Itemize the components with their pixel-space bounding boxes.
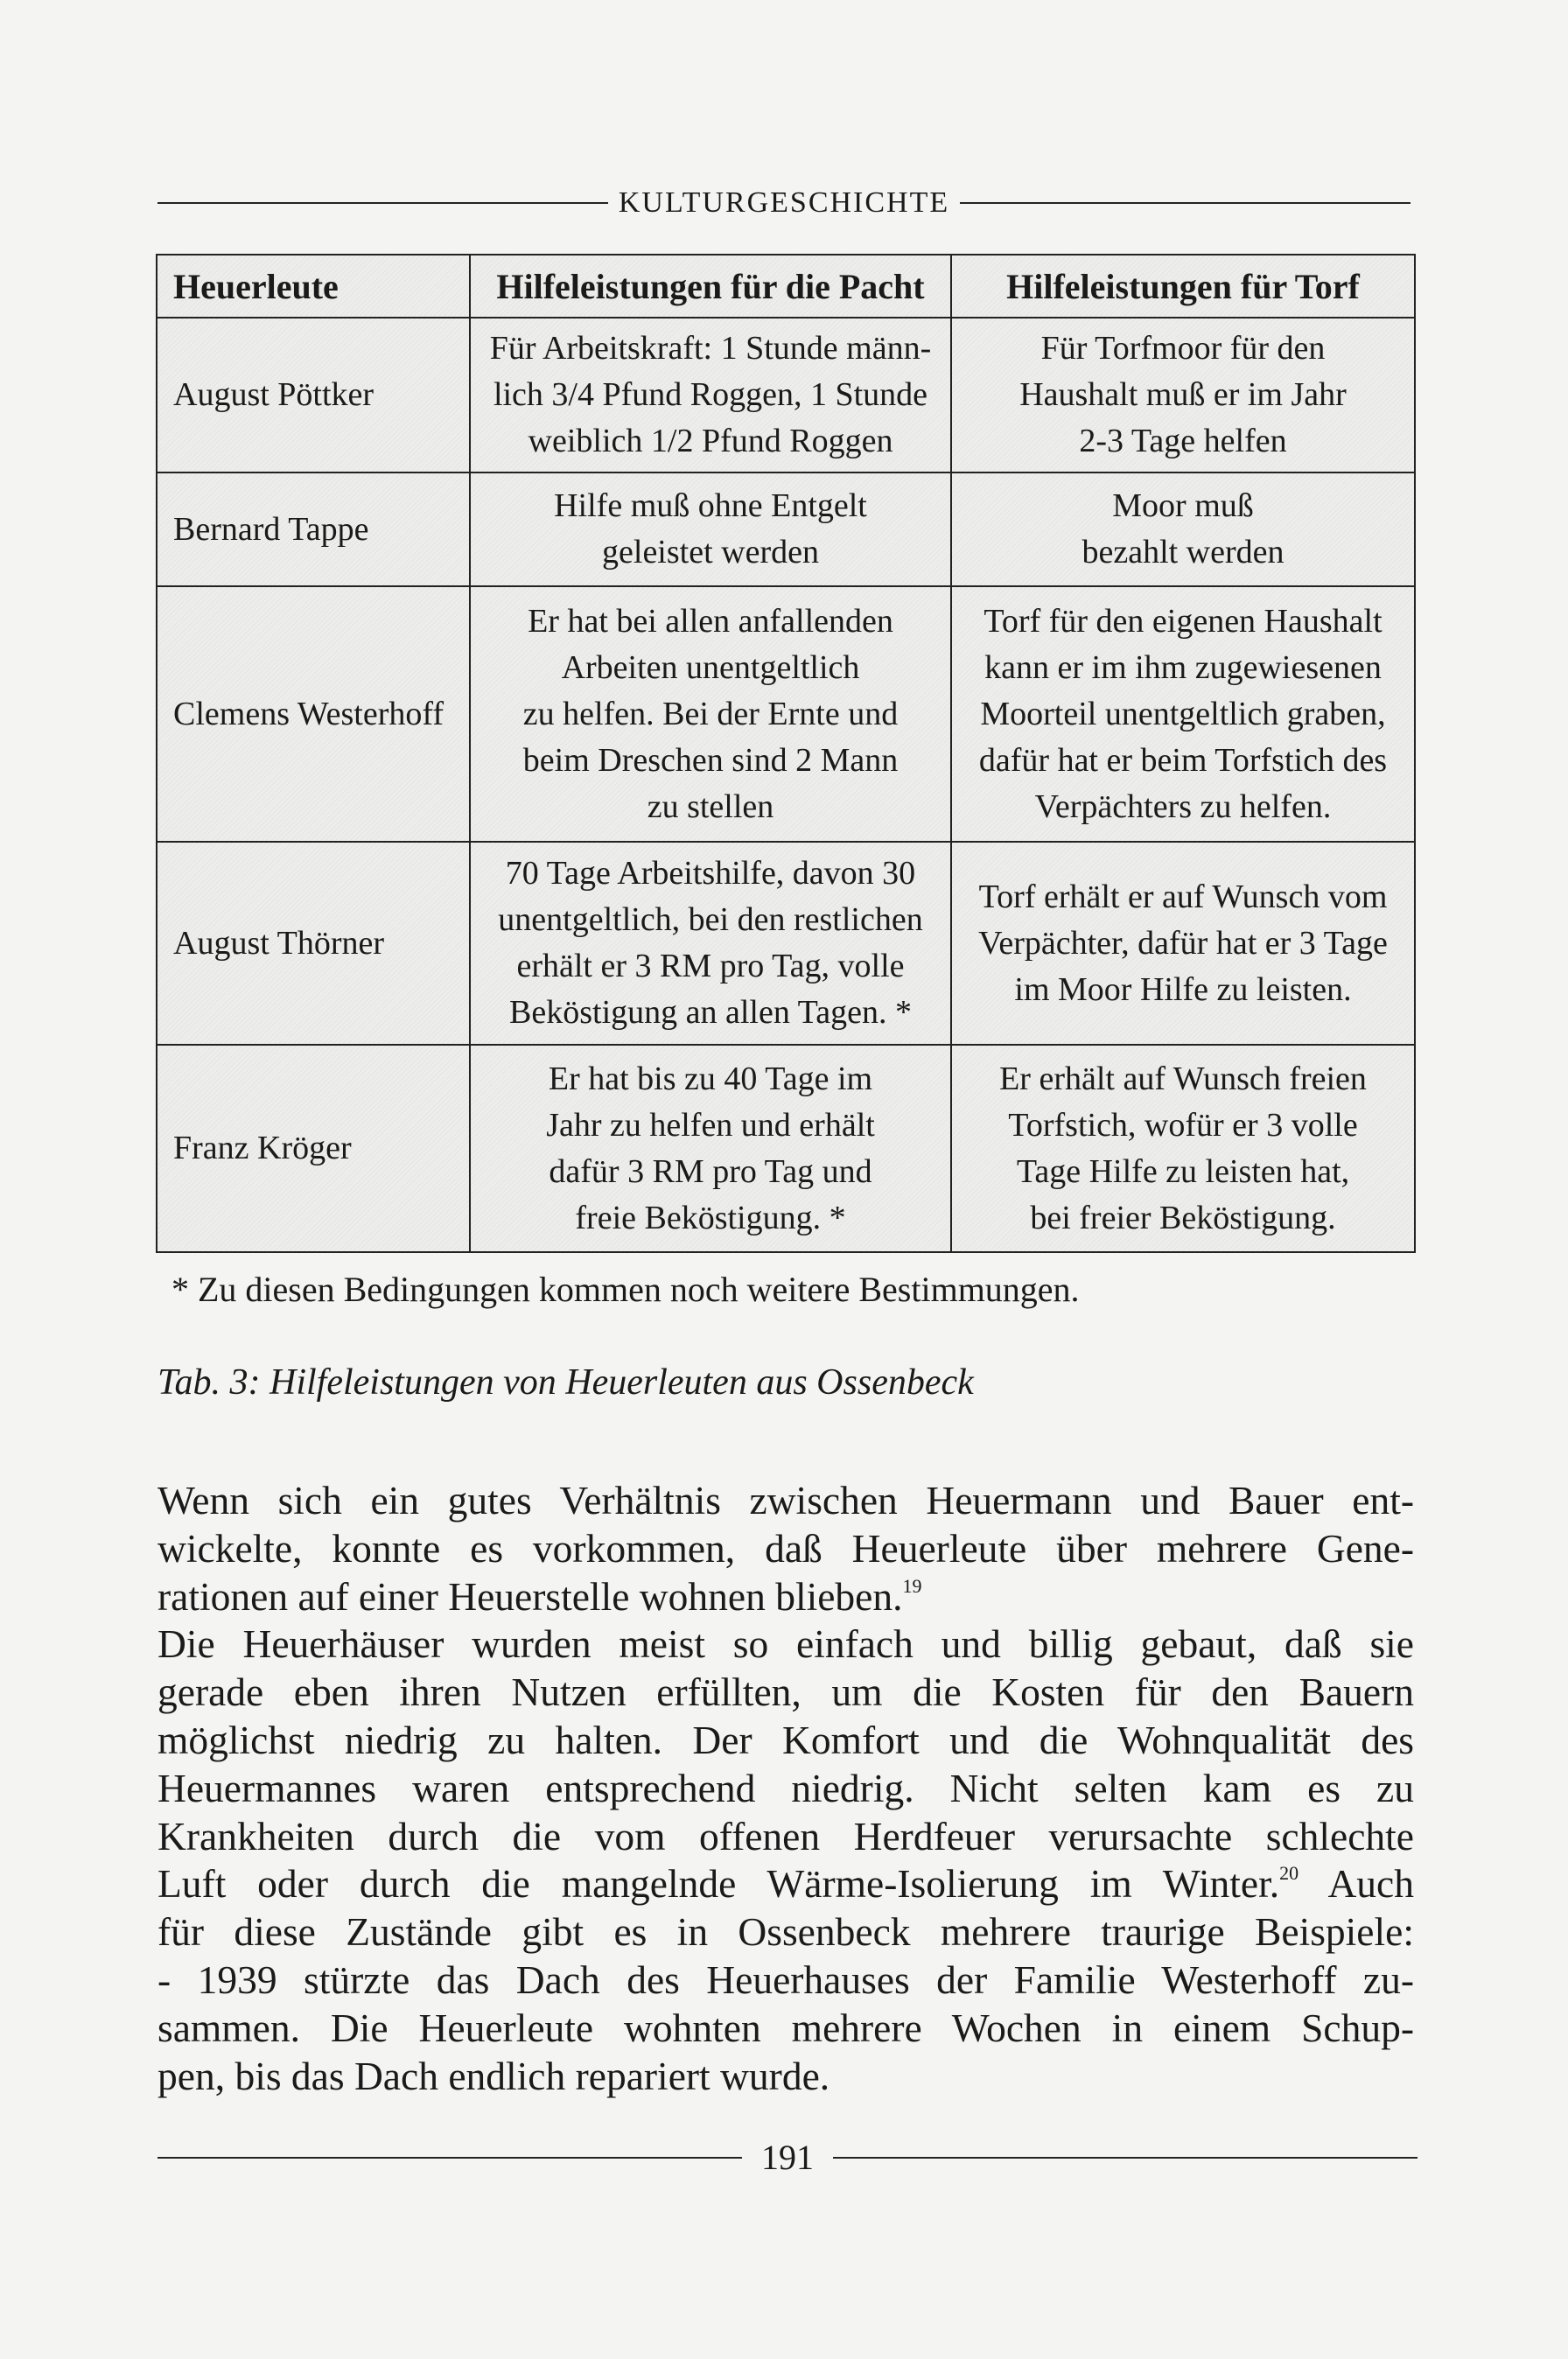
text-line: Die Heuerhäuser wurden meist so einfach und billig gebaut, daß sie (158, 1621, 1414, 1667)
footer-rule-right (833, 2157, 1418, 2159)
cell-torf (951, 1045, 1415, 1252)
cell-line: erhält er 3 RM pro Tag, volle (516, 948, 905, 984)
cell-line: Torfstich, wofür er 3 volle (1008, 1106, 1358, 1144)
footnote-ref: 20 (1279, 1862, 1299, 1885)
text-line: wickelte, konnte es vorkommen, daß Heuerleute über mehrere Gene- (158, 1525, 1414, 1571)
cell-name: Clemens Westerhoff (157, 586, 470, 842)
cell-line: bezahlt werden (1082, 534, 1284, 570)
column-header-pacht: Hilfeleistungen für die Pacht (470, 255, 951, 318)
cell-pacht (470, 842, 951, 1045)
table-caption: Tab. 3: Hilfeleistungen von Heuerleuten aus Ossenbeck (158, 1362, 974, 1403)
table-row (157, 1045, 1415, 1252)
text-line-content: Auch (1298, 1861, 1415, 1907)
text-line: Wenn sich ein gutes Verhältnis zwischen Heuermann und Bauer ent- (158, 1478, 1414, 1522)
heuerleute-table (156, 254, 1416, 1253)
cell-name: Franz Kröger (157, 1045, 470, 1252)
cell-line: Tage Hilfe zu leisten hat, (1016, 1152, 1350, 1190)
cell-name: Bernard Tappe (157, 472, 470, 586)
cell-line: Moor muß (1112, 487, 1254, 524)
cell-line: im Moor Hilfe zu leisten. (1014, 970, 1352, 1008)
cell-line: 70 Tage Arbeitshilfe, davon 30 (505, 855, 916, 892)
footnote-ref: 19 (902, 1574, 922, 1597)
cell-line: Hilfe muß ohne Entgelt (554, 487, 867, 524)
cell-line: freie Beköstigung. * (575, 1199, 846, 1236)
cell-torf (951, 472, 1415, 586)
page-number: 191 (761, 2138, 814, 2177)
cell-line: Er erhält auf Wunsch freien (999, 1060, 1367, 1097)
cell-line: Für Arbeitskraft: 1 Stunde männ- (489, 330, 932, 367)
cell-line: Verpächters zu helfen. (1034, 788, 1332, 825)
text-line: Krankheiten durch die vom offenen Herdfeuer verursachte schlechte (158, 1813, 1414, 1858)
column-header-torf: Hilfeleistungen für Torf (951, 255, 1415, 318)
cell-line: Verpächter, dafür hat er 3 Tage (978, 924, 1388, 962)
text-line: möglichst niedrig zu halten. Der Komfort und die Wohnqualität des (158, 1717, 1414, 1762)
header-rule-left (158, 202, 608, 204)
table-footnote: * Zu diesen Bedingungen kommen noch weitere Bestimmungen. (172, 1270, 1080, 1309)
cell-name: August Pöttker (157, 318, 470, 472)
cell-pacht (470, 1045, 951, 1252)
cell-name: August Thörner (157, 842, 470, 1045)
cell-pacht (470, 586, 951, 842)
cell-line: Er hat bei allen anfallenden (528, 602, 893, 640)
table-row (157, 586, 1415, 842)
text-line: pen, bis das Dach endlich repariert wurde. (158, 2053, 830, 2098)
footer-rule-left (158, 2157, 742, 2159)
cell-torf (951, 318, 1415, 472)
text-line: Heuermannes waren entsprechend niedrig. Nicht selten kam es zu (158, 1765, 1414, 1810)
column-header-heuerleute: Heuerleute (157, 255, 470, 318)
cell-line: unentgeltlich, bei den restlichen (498, 901, 923, 938)
cell-line: Torf erhält er auf Wunsch vom (978, 878, 1388, 915)
text-line (158, 1860, 1414, 1908)
cell-line: geleistet werden (602, 534, 819, 570)
cell-pacht (470, 472, 951, 586)
text-line: sammen. Die Heuerleute wohnten mehrere Wochen in einem Schup- (158, 2005, 1414, 2050)
cell-line: zu stellen (647, 788, 774, 825)
cell-line: Torf für den eigenen Haushalt (984, 602, 1382, 640)
cell-line: dafür 3 RM pro Tag und (549, 1152, 872, 1190)
cell-line: Haushalt muß er im Jahr (1019, 376, 1347, 413)
table-header-row (157, 255, 1415, 318)
table-row (157, 842, 1415, 1045)
text-line: gerade eben ihren Nutzen erfüllten, um die Kosten für den Bauern (158, 1670, 1414, 1715)
cell-line: Moorteil unentgeltlich graben, (980, 695, 1386, 732)
text-line: für diese Zustände gibt es in Ossenbeck mehrere traurige Beispiele: (158, 1909, 1414, 1955)
cell-line: Er hat bis zu 40 Tage im (548, 1060, 873, 1097)
page-footer (158, 2135, 1418, 2180)
cell-torf (951, 842, 1415, 1045)
body-text (158, 1477, 1414, 2100)
cell-line: Für Torfmoor für den (1040, 330, 1326, 367)
cell-line: weiblich 1/2 Pfund Roggen (528, 423, 893, 459)
cell-line: Jahr zu helfen und erhält (546, 1106, 875, 1144)
cell-line: 2-3 Tage helfen (1079, 423, 1287, 459)
table-row (157, 318, 1415, 472)
cell-line: lich 3/4 Pfund Roggen, 1 Stunde (493, 376, 928, 413)
text-line (158, 1573, 1414, 1621)
running-header-title: KULTURGESCHICHTE (618, 186, 950, 219)
text-line-content: rationen auf einer Heuerstelle wohnen blieben. (158, 1573, 903, 1619)
cell-line: zu helfen. Bei der Ernte und (522, 695, 899, 732)
table-row (157, 472, 1415, 586)
cell-line: Beköstigung an allen Tagen. * (509, 994, 912, 1031)
header-rule-right (960, 202, 1410, 204)
cell-pacht (470, 318, 951, 472)
text-line-content: Luft oder durch die mangelnde Wärme-Isolierung im Winter. (158, 1861, 1280, 1907)
cell-torf (951, 586, 1415, 842)
cell-line: bei freier Beköstigung. (1030, 1199, 1336, 1236)
text-line: - 1939 stürzte das Dach des Heuerhauses der Familie Westerhoff zu- (158, 1956, 1414, 2002)
cell-line: beim Dreschen sind 2 Mann (522, 741, 899, 779)
cell-line: kann er im ihm zugewiesenen (984, 648, 1382, 686)
cell-line: Arbeiten unentgeltlich (561, 648, 860, 686)
cell-line: dafür hat er beim Torfstich des (978, 741, 1388, 779)
running-header (158, 182, 1410, 224)
